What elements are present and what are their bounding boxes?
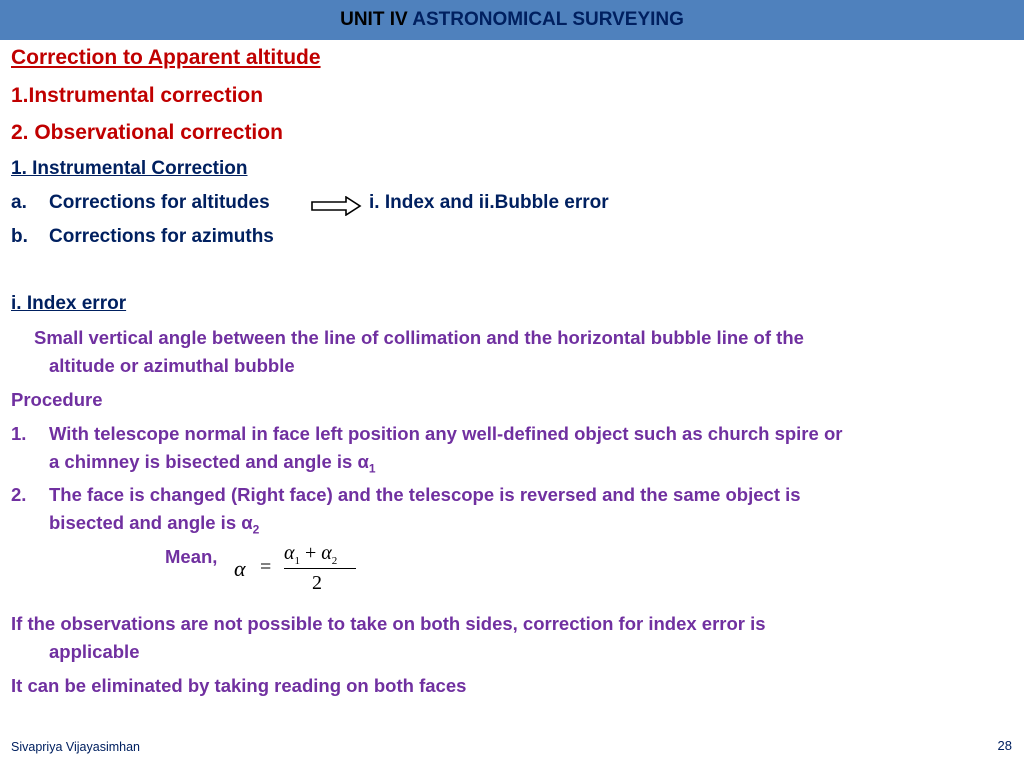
final-line: It can be eliminated by taking reading on both faces [11,675,467,696]
step-2-continued [49,512,259,537]
step-2-marker: 2. [11,484,27,505]
formula-denominator: 2 [312,572,322,594]
definition-line-2: altitude or azimuthal bubble [49,355,295,376]
step-2-line-1: The face is changed (Right face) and the telescope is reversed and the same object is [49,484,801,505]
formula-plus: + [305,542,317,564]
step-2-subscript: 2 [252,522,260,537]
mean-formula [232,540,362,600]
formula-num-a-sub: 1 [294,555,300,567]
step-1-line-1: With telescope normal in face left position any well-defined object such as church spire or [49,423,843,444]
formula-lhs: α [234,556,246,581]
formula-num-b-sub: 2 [331,555,338,567]
sub-item-b [11,226,274,248]
step-1-subscript: 1 [368,461,376,476]
formula-num-a: α [284,542,295,564]
slide-header [0,0,1024,40]
header-subject: ASTRONOMICAL SURVEYING [412,9,684,30]
footer-author: Sivapriya Vijayasimhan [11,740,140,754]
step-1-continued [49,451,376,476]
formula-num-b: α [321,542,332,564]
sub-b-marker: b. [11,226,28,247]
sub-item-a [11,192,270,214]
item-instrumental: 1.Instrumental correction [11,84,264,107]
note-line-2: applicable [49,641,140,662]
page-number: 28 [997,738,1012,753]
section-heading-instrumental: 1. Instrumental Correction [11,158,248,179]
procedure-heading: Procedure [11,389,103,410]
sub-a-text: Corrections for altitudes [49,192,270,213]
definition-line-1: Small vertical angle between the line of collimation and the horizontal bubble line of the [34,327,804,348]
sub-a-marker: a. [11,192,27,213]
sub-a-result: i. Index and ii.Bubble error [369,192,609,213]
step-2 [11,484,801,506]
double-right-arrow-icon [310,196,362,216]
item-observational: 2. Observational correction [11,121,283,144]
step-1-line-2: a chimney is bisected and angle is α [49,451,369,472]
step-2-line-2: bisected and angle is α [49,512,253,533]
formula-numerator [284,542,337,567]
slide-title: Correction to Apparent altitude [11,46,321,69]
sub-b-text: Corrections for azimuths [49,226,274,247]
note-line-1: If the observations are not possible to take on both sides, correction for index error is [11,613,766,634]
index-error-heading: i. Index error [11,293,127,314]
formula-equals: = [260,556,272,578]
step-1 [11,423,842,445]
step-1-marker: 1. [11,423,27,444]
formula-fraction-bar [284,568,356,569]
header-unit: UNIT IV [340,9,408,30]
mean-label: Mean, [165,546,218,567]
